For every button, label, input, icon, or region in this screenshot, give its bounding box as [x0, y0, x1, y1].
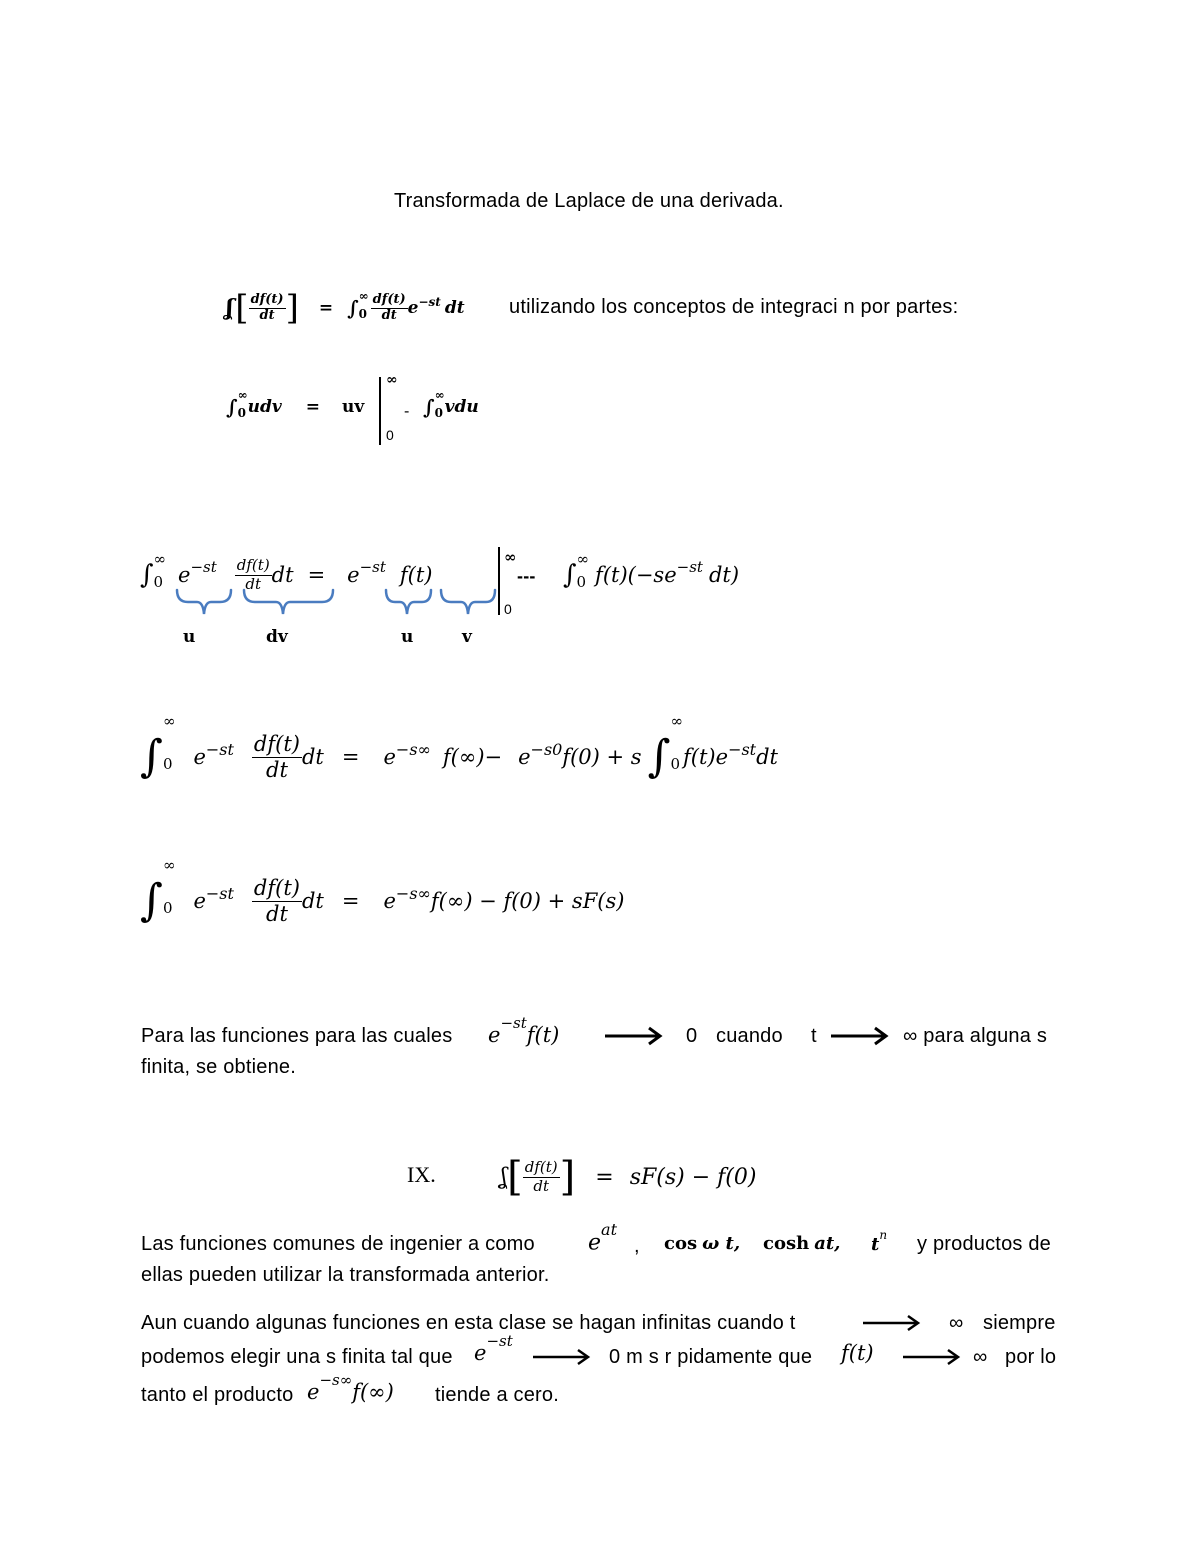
differential: dt — [271, 563, 294, 587]
exp-power: −st — [486, 1332, 513, 1350]
para3-infinity-2: ∞ — [973, 1346, 988, 1368]
differential: dt — [444, 298, 465, 318]
para2-text-a: Las funciones comunes de ingenier a como — [141, 1233, 535, 1255]
para2-line2: ellas pueden utilizar la transformada anterior. — [141, 1264, 550, 1286]
integral-lower-limit: 0 — [358, 307, 368, 321]
fraction-denominator: dt — [266, 901, 288, 926]
integral-lower-limit: 0 — [153, 573, 164, 591]
fraction-denominator: dt — [259, 307, 275, 323]
integral-upper-limit: ∞ — [670, 712, 684, 730]
integral-lower-limit: 0 — [162, 899, 173, 917]
func-cosh — [763, 1233, 840, 1254]
label-dv: dv — [266, 627, 288, 647]
integral-sign: ∫ — [140, 560, 154, 590]
t-base: t — [871, 1234, 880, 1255]
para1-zero: 0 — [686, 1025, 698, 1047]
integral-sign: ∫ — [140, 875, 163, 926]
page-title: Transformada de Laplace de una derivada. — [394, 190, 784, 212]
fraction-df-dt — [252, 876, 302, 925]
fraction-df-dt — [523, 1159, 560, 1195]
differential: dt — [756, 745, 778, 769]
formula-ix — [500, 1150, 756, 1204]
exp-power: −s0 — [530, 739, 563, 759]
brace-dv — [244, 590, 333, 614]
para3-f-t — [841, 1341, 874, 1366]
integrand: f(t)e — [683, 745, 729, 769]
exp-base: e — [193, 889, 206, 913]
right-arrow-icon — [603, 1025, 665, 1047]
fraction-denominator: dt — [381, 307, 397, 323]
cosh-arg: at, — [814, 1233, 841, 1254]
para3-text-d: tanto el producto — [141, 1384, 294, 1406]
fraction-numerator: df(t) — [253, 732, 300, 757]
para2-comma: , — [634, 1235, 640, 1257]
integral-sign: ∫ — [226, 395, 238, 419]
equation-evaluated — [140, 712, 778, 792]
rhs-integral — [563, 550, 739, 600]
integral-lower-limit: 0 — [237, 406, 246, 420]
para1-line2: finita, se obtiene. — [141, 1056, 297, 1078]
exp-power: −st — [205, 739, 234, 759]
exp-power: −s∞ — [395, 739, 431, 759]
cos-arg: ω t, — [702, 1233, 741, 1254]
equals-sign: = — [341, 745, 360, 769]
integral-upper-limit: ∞ — [153, 550, 167, 568]
para1-cuando: cuando — [716, 1025, 783, 1047]
exp-power: at — [601, 1220, 617, 1239]
fraction-denominator: dt — [245, 574, 262, 593]
integral-sign: ∫ — [423, 395, 435, 419]
evaluation-bar — [379, 377, 381, 445]
integral-sign: ∫ — [647, 731, 671, 782]
para3-text-a: Aun cuando algunas funciones en esta clase se hagan infinitas cuando t — [141, 1312, 796, 1334]
label-u: u — [183, 627, 196, 647]
exp-power: −st — [359, 558, 386, 576]
laplace-symbol: ʆ — [226, 295, 234, 321]
rhs-integral — [423, 388, 479, 420]
para1-text-a: Para las funciones para las cuales — [141, 1025, 453, 1047]
exp-base: e — [193, 745, 206, 769]
equation-integration-by-parts — [226, 388, 365, 420]
label-v: v — [462, 627, 472, 647]
bar-lower-limit: 0 — [504, 601, 512, 617]
rhs-result: f(∞) − f(0) + sF(s) — [430, 889, 625, 913]
integrand-part-a: f(t)(−se — [595, 563, 677, 587]
exp-base: e — [347, 563, 360, 587]
exp-base: e — [474, 1341, 487, 1365]
para3-exp — [474, 1332, 513, 1366]
integral-sign: ∫ — [563, 560, 577, 590]
right-arrow-icon — [531, 1346, 593, 1368]
exp-base: e — [383, 745, 396, 769]
para3-text-c: 0 m s r pidamente que — [609, 1346, 813, 1368]
function-f-infinity: f(∞) — [352, 1380, 394, 1404]
function-f-t: f(t) — [841, 1341, 874, 1365]
equals-sign: = — [307, 563, 326, 587]
integral-upper-limit: ∞ — [162, 712, 176, 730]
integral-lower-limit: 0 — [670, 755, 681, 773]
para3-text-b: podemos elegir una s finita tal que — [141, 1346, 453, 1368]
para3-text-f: tiende a cero. — [435, 1384, 559, 1406]
label-u: u — [401, 627, 414, 647]
exp-base: e — [518, 745, 531, 769]
exp-power: −s∞ — [319, 1371, 353, 1389]
fraction-df-dt — [371, 293, 408, 324]
fraction-df-dt — [252, 732, 302, 781]
func-exp-at — [588, 1220, 617, 1256]
para3-infinity: ∞ — [949, 1312, 964, 1334]
integral-lower-limit: 0 — [434, 406, 443, 420]
cosh-label: cosh — [763, 1233, 810, 1254]
integral-upper-limit: ∞ — [434, 388, 445, 402]
para3-porlo: por lo — [1005, 1346, 1057, 1368]
function-f-t: f(t) — [526, 1023, 560, 1047]
minus-dashes: --- — [517, 566, 536, 586]
right-arrow-icon — [829, 1025, 891, 1047]
fraction-denominator: dt — [533, 1176, 550, 1195]
exp-power: −st — [190, 558, 217, 576]
function-f-t: f(t) — [399, 563, 433, 587]
differential: dt — [301, 745, 324, 769]
cos-label: cos — [664, 1233, 698, 1254]
formula-number: IX. — [407, 1162, 436, 1187]
term-f-infinity: f(∞)− — [442, 745, 503, 769]
bracket-left: [ — [507, 1154, 523, 1200]
integrand-part-b: dt) — [708, 563, 740, 587]
exp-power: −s∞ — [395, 883, 431, 903]
fraction-numerator: df(t) — [236, 556, 270, 575]
bar-upper-limit: ∞ — [386, 372, 398, 388]
integral-upper-limit: ∞ — [237, 388, 248, 402]
exp-base: e — [383, 889, 396, 913]
exp-base: e — [407, 298, 419, 318]
fraction-numerator: df(t) — [253, 876, 300, 901]
integral-lower-limit: 0 — [576, 573, 587, 591]
exp-base: e — [307, 1380, 320, 1404]
integral-sign: ∫ — [347, 296, 359, 320]
equation-laplace-definition — [226, 283, 465, 333]
exp-power: −st — [418, 295, 441, 309]
equation-note: utilizando los conceptos de integraci n por partes: — [509, 296, 959, 318]
right-arrow-icon — [901, 1346, 963, 1368]
fraction-numerator: df(t) — [250, 291, 284, 307]
para1-t: t — [811, 1025, 817, 1047]
integral-upper-limit: ∞ — [358, 289, 369, 303]
exp-base: e — [588, 1230, 602, 1256]
equation-simplified — [140, 856, 625, 936]
para3-siempre: siempre — [983, 1312, 1056, 1334]
fraction-numerator: df(t) — [524, 1158, 558, 1177]
equals-sign: = — [305, 397, 320, 417]
fraction-denominator: dt — [266, 757, 288, 782]
equals-sign: = — [318, 298, 334, 318]
exp-base: e — [488, 1023, 501, 1047]
para1-end: ∞ para alguna s — [903, 1025, 1048, 1047]
equals-sign: = — [341, 889, 360, 913]
minus-sign: - — [404, 403, 410, 420]
para1-math — [488, 1014, 560, 1048]
fraction-numerator: df(t) — [372, 291, 406, 307]
exp-power: −st — [676, 558, 703, 576]
para3-product — [307, 1371, 394, 1405]
integral-upper-limit: ∞ — [162, 856, 176, 874]
brace-v — [441, 590, 495, 614]
equals-sign: = — [595, 1164, 614, 1190]
bar-lower-limit: 0 — [386, 427, 394, 443]
bracket-right: ] — [285, 288, 299, 328]
underbraces — [170, 588, 570, 628]
para2-end: y productos de — [917, 1233, 1051, 1255]
exp-power: −st — [728, 739, 757, 759]
bar-upper-limit: ∞ — [504, 548, 517, 566]
integral-sign: ∫ — [140, 731, 163, 782]
term-f-zero: f(0) + s — [562, 745, 642, 769]
integral-lower-limit: 0 — [162, 755, 173, 773]
exp-base: e — [178, 563, 191, 587]
uv-term: uv — [341, 397, 365, 417]
exp-power: −st — [205, 883, 234, 903]
func-t-n — [871, 1228, 888, 1255]
right-arrow-icon — [861, 1312, 923, 1334]
formula-rhs: sF(s) − f(0) — [629, 1164, 757, 1190]
bracket-right: ] — [559, 1154, 576, 1200]
brace-u-1 — [177, 590, 231, 614]
brace-u-2 — [386, 590, 431, 614]
func-cos — [664, 1233, 740, 1254]
exp-power: −st — [500, 1014, 527, 1032]
rhs-vdu: vdu — [444, 397, 479, 417]
laplace-symbol: ʆ — [500, 1164, 508, 1190]
lhs-udv: udv — [247, 397, 282, 417]
t-power: n — [879, 1228, 888, 1242]
integral-upper-limit: ∞ — [576, 550, 590, 568]
bracket-left: [ — [235, 288, 249, 328]
fraction-df-dt — [249, 293, 286, 324]
differential: dt — [301, 889, 324, 913]
